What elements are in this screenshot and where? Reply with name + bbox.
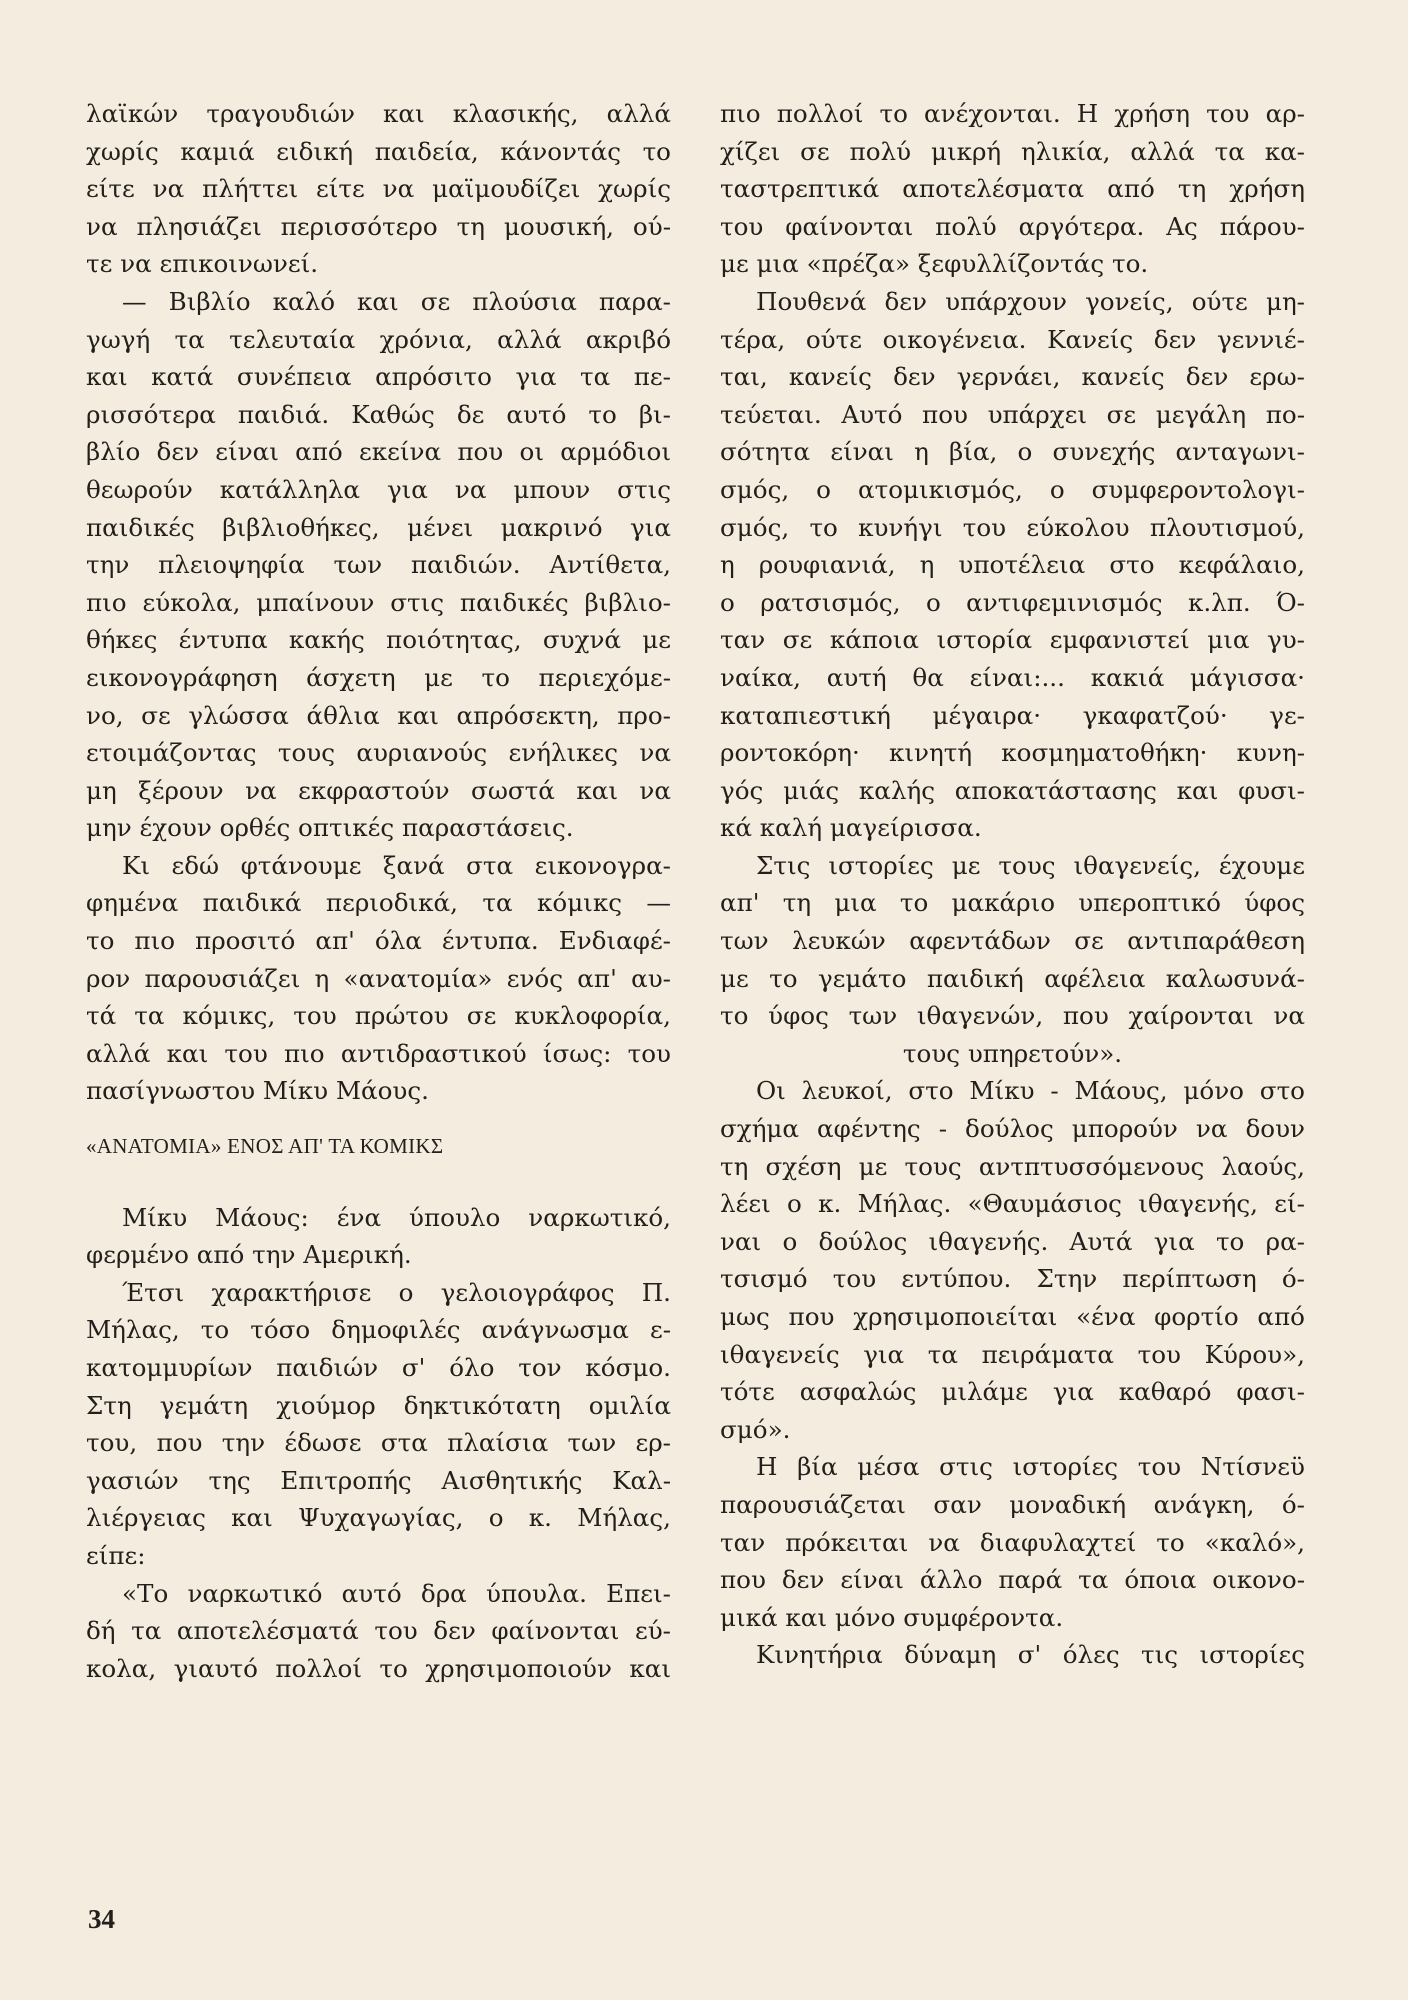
text-line: Μήλας, το τόσο δημοφιλές ανάγνωσμα ε- (86, 1315, 671, 1345)
text-line: μην έχουν ορθές οπτικές παραστάσεις. (86, 813, 574, 843)
text-line: και κατά συνέπεια απρόσιτο για τα πε- (86, 362, 671, 392)
text-line: λιέργειας και Ψυχαγωγίας, ο κ. Μήλας, (86, 1503, 671, 1533)
text-line: τεύεται. Αυτό που υπάρχει σε μεγάλη πο- (720, 399, 1305, 429)
text-line: θεωρούν κατάλληλα για να μπουν στις (86, 474, 671, 504)
text-line: μικά και μόνο συμφέροντα. (720, 1602, 1064, 1632)
text-line: το ύφος των ιθαγενών, που χαίρονται να (720, 1001, 1305, 1031)
text-line: σμό». (720, 1414, 791, 1444)
right-column (720, 95, 1305, 1674)
text-line: σότητα είναι η βία, ο συνεχής ανταγωνι- (720, 437, 1305, 467)
text-line: Έτσι χαρακτήρισε ο γελοιογράφος Π. (122, 1277, 671, 1307)
text-line: γασιών της Επιτροπής Αισθητικής Καλ- (86, 1465, 671, 1495)
text-line: Οι λευκοί, στο Μίκυ - Μάους, μόνο στο (756, 1076, 1305, 1106)
text-line: θήκες έντυπα κακής ποιότητας, συχνά με (86, 625, 671, 655)
text-line: κά καλή μαγείρισσα. (720, 813, 982, 843)
left-column (86, 95, 671, 1687)
text-line: εικονογράφηση άσχετη με το περιεχόμε- (86, 662, 671, 692)
text-line: φημένα παιδικά περιοδικά, τα κόμικς — (86, 888, 671, 918)
text-line: ρον παρουσιάζει η «ανατομία» ενός απ' αυ- (86, 963, 671, 993)
text-line: νο, σε γλώσσα άθλια και απρόσεκτη, προ- (86, 700, 671, 730)
text-line: ταν σε κάποια ιστορία εμφανιστεί μια γυ- (720, 625, 1305, 655)
paragraph (86, 95, 671, 283)
text-line: μη ξέρουν να εκφραστούν σωστά και να (86, 775, 671, 805)
text-line: πασίγνωστου Μίκυ Μάους. (86, 1076, 429, 1106)
text-line: δή τα αποτελέσματά του δεν φαίνονται εύ- (86, 1616, 671, 1646)
text-line: που δεν είναι άλλο παρά τα όποια οικονο- (720, 1565, 1305, 1595)
text-line: τότε ασφαλώς μιλάμε για καθαρό φασι- (720, 1377, 1305, 1407)
text-line: να πλησιάζει περισσότερο τη μουσική, ού- (86, 211, 671, 241)
text-line: Στις ιστορίες με τους ιθαγενείς, έχουμε (756, 850, 1305, 880)
paragraph (720, 1636, 1305, 1674)
text-line: ται, κανείς δεν γερνάει, κανείς δεν ερω- (720, 362, 1305, 392)
text-line: γωγή τα τελευταία χρόνια, αλλά ακριβό (86, 324, 671, 354)
text-line: γός μιάς καλής αποκατάστασης και φυσι- (720, 775, 1305, 805)
text-line: απ' τη μια το μακάριο υπεροπτικό ύφος (720, 888, 1305, 918)
text-line: κολα, γιαυτό πολλοί το χρησιμοποιούν και (86, 1653, 671, 1683)
spacer (86, 1110, 671, 1128)
text-line: «Το ναρκωτικό αυτό δρα ύπουλα. Επει- (122, 1578, 671, 1608)
text-line: το πιο προσιτό απ' όλα έντυπα. Ενδιαφέ- (86, 926, 671, 956)
text-line: ναι ο δούλος ιθαγενής. Αυτά για το ρα- (720, 1226, 1305, 1256)
text-line: σμός, ο ατομικισμός, ο συμφεροντολογι- (720, 474, 1305, 504)
text-line: με το γεμάτο παιδική αφέλεια καλωσυνά- (720, 963, 1305, 993)
paragraph (86, 847, 671, 1110)
text-line: χίζει σε πολύ μικρή ηλικία, αλλά τα κα- (720, 136, 1305, 166)
paragraph (86, 1199, 671, 1274)
text-line: βλίο δεν είναι από εκείνα που οι αρμόδιοι (86, 437, 671, 467)
text-line: ιθαγενείς για τα πειράματα του Κύρου», (720, 1339, 1305, 1369)
text-line: τη σχέση με τους αντπτυσσόμενους λαούς, (720, 1151, 1305, 1181)
text-line: φερμένο από την Αμερική. (86, 1240, 412, 1270)
text-line: είπε: (86, 1540, 146, 1570)
text-line: με μια «πρέζα» ξεφυλλίζοντάς το. (720, 249, 1149, 279)
text-line: πιο εύκολα, μπαίνουν στις παιδικές βιβλιο- (86, 587, 671, 617)
paragraph (720, 95, 1305, 283)
text-line: ροντοκόρη· κινητή κοσμηματοθήκη· κυνη- (720, 738, 1305, 768)
text-line: λέει ο κ. Μήλας. «Θαυμάσιος ιθαγενής, εί- (720, 1189, 1305, 1219)
text-line: — Βιβλίο καλό και σε πλούσια παρα- (122, 286, 671, 316)
text-line: σμός, το κυνήγι του εύκολου πλουτισμού, (720, 512, 1305, 542)
paragraph (86, 1274, 671, 1575)
text-line: αλλά και του πιο αντιδραστικού ίσως: του (86, 1038, 671, 1068)
spacer (86, 1166, 671, 1199)
section-heading: «ΑΝΑΤΟΜΙΑ» ΕΝΟΣ ΑΠ' ΤΑ ΚΟΜΙΚΣ (86, 1134, 444, 1159)
text-line: κατομμυρίων παιδιών σ' όλο τον κόσμο. (86, 1353, 671, 1382)
paragraph (720, 1448, 1305, 1636)
text-line: τέρα, ούτε οικογένεια. Κανείς δεν γεννιέ- (720, 324, 1305, 354)
text-line: Μίκυ Μάους: ένα ύπουλο ναρκωτικό, (122, 1202, 671, 1232)
text-line: μως που χρησιμοποιείται «ένα φορτίο από (720, 1302, 1305, 1331)
text-line: ο ρατσισμός, ο αντιφεμινισμός κ.λπ. Ό- (720, 587, 1305, 617)
page-number: 34 (88, 1904, 115, 1934)
text-line: χωρίς καμιά ειδική παιδεία, κάνοντάς το (86, 136, 671, 166)
paragraph (720, 1072, 1305, 1448)
text-line: παιδικές βιβλιοθήκες, μένει μακρινό για (86, 512, 671, 542)
paragraph (720, 283, 1305, 847)
text-line: την πλειοψηφία των παιδιών. Αντίθετα, (86, 550, 671, 580)
text-line: ετοιμάζοντας τους αυριανούς ενήλικες να (86, 738, 671, 768)
text-line: τά τα κόμικς, του πρώτου σε κυκλοφορία, (86, 1001, 671, 1031)
text-line: Κινητήρια δύναμη σ' όλες τις ιστορίες (756, 1640, 1305, 1670)
text-line: πιο πολλοί το ανέχονται. Η χρήση του αρ- (720, 99, 1305, 128)
text-line: σχήμα αφέντης - δούλος μπορούν να δουν (720, 1114, 1305, 1144)
text-line: είτε να πλήττει είτε να μαϊμουδίζει χωρίς (86, 174, 671, 204)
text-line: τε να επικοινωνεί. (86, 249, 319, 279)
text-line: τους υπηρετούν». (902, 1038, 1123, 1068)
text-line: τσισμό του εντύπου. Στην περίπτωση ό- (720, 1264, 1305, 1294)
text-line: ταν πρόκειται να διαφυλαχτεί το «καλό», (720, 1527, 1305, 1557)
text-line: των λευκών αφεντάδων σε αντιπαράθεση (720, 926, 1305, 956)
text-line: η ρουφιανιά, η υποτέλεια στο κεφάλαιο, (720, 550, 1305, 580)
paragraph (720, 847, 1305, 1073)
text-line: ρισσότερα παιδιά. Καθώς δε αυτό το βι- (86, 399, 671, 429)
text-line: Η βία μέσα στις ιστορίες του Ντίσνεϋ (756, 1452, 1305, 1482)
text-line: ναίκα, αυτή θα είναι:... κακιά μάγισσα· (720, 662, 1305, 692)
paragraph (86, 1575, 671, 1688)
paragraph (86, 283, 671, 847)
text-line: λαϊκών τραγουδιών και κλασικής, αλλά (86, 99, 671, 128)
text-line: του φαίνονται πολύ αργότερα. Ας πάρου- (720, 211, 1305, 241)
text-line: Πουθενά δεν υπάρχουν γονείς, ούτε μη- (756, 286, 1305, 316)
text-line: ταστρεπτικά αποτελέσματα από τη χρήση (720, 174, 1305, 204)
text-line: του, που την έδωσε στα πλαίσια των ερ- (86, 1428, 671, 1458)
text-line: παρουσιάζεται σαν μοναδική ανάγκη, ό- (720, 1489, 1305, 1519)
text-line: Κι εδώ φτάνουμε ξανά στα εικονογρα- (122, 850, 671, 880)
text-line: Στη γεμάτη χιούμορ δηκτικότατη ομιλία (86, 1390, 671, 1420)
text-line: καταπιεστική μέγαιρα· γκαφατζού· γε- (720, 700, 1305, 730)
